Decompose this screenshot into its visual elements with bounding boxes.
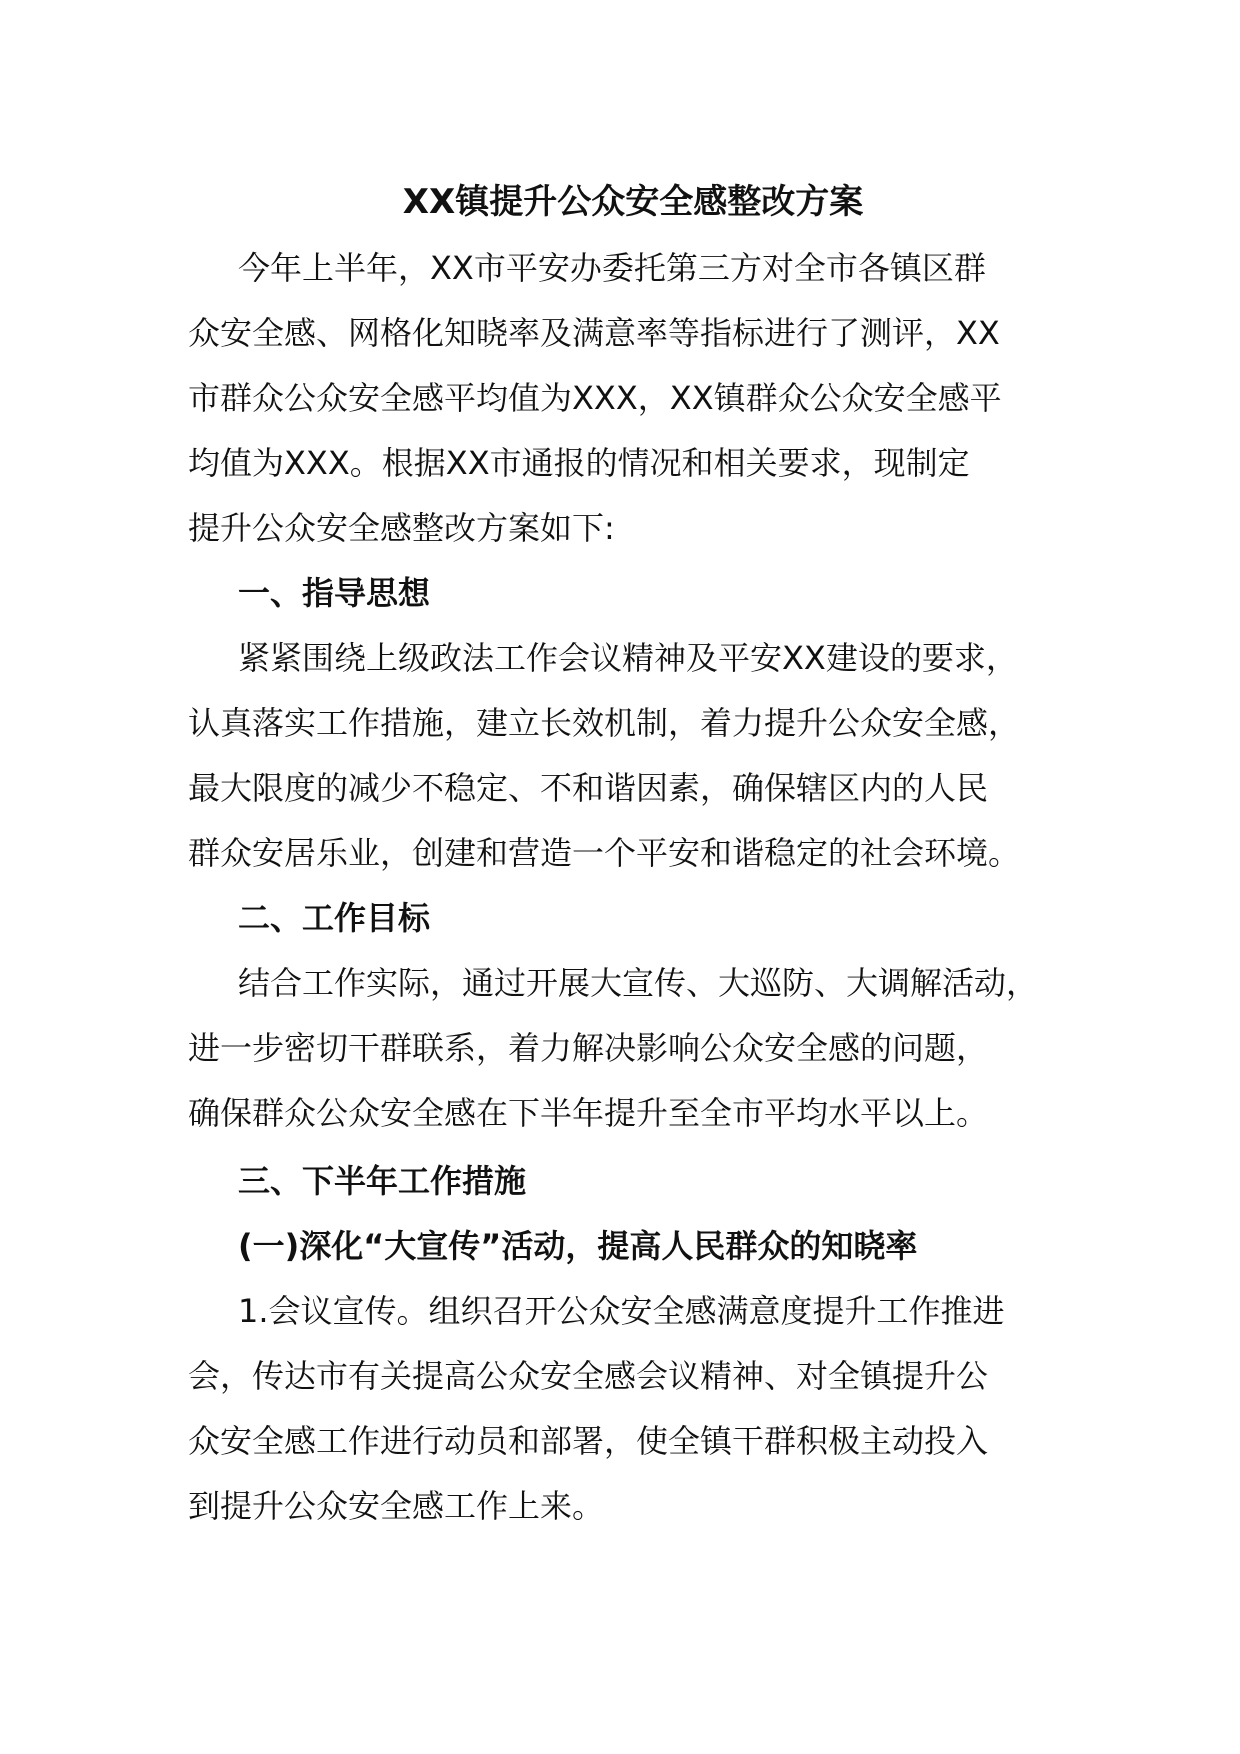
section3-line: 众安全感工作进行动员和部署，使全镇干群积极主动投入 (188, 1422, 989, 1460)
section1-line: 群众安居乐业，创建和营造一个平安和谐稳定的社会环境。 (188, 834, 1021, 872)
section3-line: 1.会议宣传。组织召开公众安全感满意度提升工作推进 (238, 1292, 1005, 1330)
section1-line: 紧紧围绕上级政法工作会议精神及平安XX建设的要求， (238, 639, 1018, 677)
section1-paragraph (188, 626, 1068, 886)
intro-line: 今年上半年，XX市平安办委托第三方对全市各镇区群 (238, 249, 986, 287)
section3-subheading: (一)深化“大宣传”活动，提高人民群众的知晓率 (238, 1227, 918, 1265)
intro-line: 提升公众安全感整改方案如下: (188, 509, 615, 547)
document-title: XX镇提升公众安全感整改方案 (402, 182, 864, 222)
intro-paragraph (188, 236, 1068, 561)
section3-paragraph (188, 1279, 1068, 1539)
section3-line: 到提升公众安全感工作上来。 (188, 1487, 605, 1525)
section1-line: 最大限度的减少不稳定、不和谐因素，确保辖区内的人民 (188, 769, 989, 807)
section1-line: 认真落实工作措施，建立长效机制，着力提升公众安全感， (188, 704, 1021, 742)
intro-line: 众安全感、网格化知晓率及满意率等指标进行了测评，XX (188, 314, 1000, 352)
section2-paragraph (188, 951, 1068, 1146)
section2-line: 确保群众公众安全感在下半年提升至全市平均水平以上。 (188, 1094, 989, 1132)
section2-heading: 二、工作目标 (238, 899, 431, 937)
document-body (188, 176, 1068, 1539)
section1-heading: 一、指导思想 (238, 574, 431, 612)
intro-line: 市群众公众安全感平均值为XXX，XX镇群众公众安全感平 (188, 379, 1002, 417)
section3-line: 会，传达市有关提高公众安全感会议精神、对全镇提升公 (188, 1357, 989, 1395)
section2-line: 进一步密切干群联系，着力解决影响公众安全感的问题， (188, 1029, 989, 1067)
intro-line: 均值为XXX。根据XX市通报的情况和相关要求，现制定 (188, 444, 970, 482)
section3-heading: 三、下半年工作措施 (238, 1162, 527, 1200)
section2-line: 结合工作实际，通过开展大宣传、大巡防、大调解活动， (238, 964, 1039, 1002)
